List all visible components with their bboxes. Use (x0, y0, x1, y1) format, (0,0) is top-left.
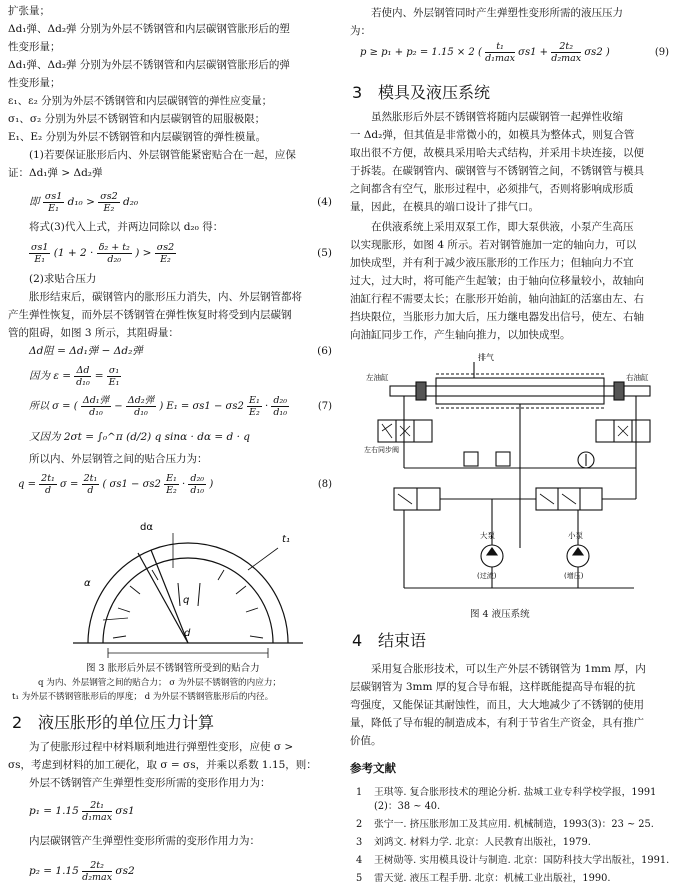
equation-number: (8) (317, 479, 332, 490)
equation-8: q = $\frac{\text{2t₁}}{d}$ σ = $\frac{\text{2t₁}}{d}$ ( σs1 − σs2 $\frac{\text{E₁}}{\text{E₂}}$ · $\frac{\text{d₂₀}}{\text{d₁₀}}$ ) (8) (8, 470, 338, 500)
figure-label: (增压) (564, 572, 584, 580)
equation-7: 所以 σ = ( $\frac{\text{Δd₁弹}}{\text{d₁₀}}$ − $\frac{\text{Δd₂弹}}{\text{d₁₀}}$ ) E₁ = σs1 − σs2 $\frac{\text{E₁}}{\text{E₂}}$ · $\frac{\text{d₂₀}}{\text{d₁₀}}$ (7) (8, 392, 338, 422)
text-line: 加快成型，并有利于减少液压胀形的工作压力；但轴向力不宜 (350, 257, 634, 269)
equation-number: (4) (317, 196, 332, 208)
section-heading-2: 2 液压胀形的单位压力计算 (12, 713, 215, 732)
text-line: 性变形量； (8, 41, 61, 53)
text-line: 扩张量； (8, 5, 50, 17)
text-line: 挡块限位，当胀形力加大后，压力继电器发出信号，使左、右轴 (350, 311, 644, 323)
reference-item: (2)：38 ~ 40. (374, 801, 441, 812)
text-line: σs，考虑到材料的加工硬化，取 σ = σs，并乘以系数 1.15，则： (8, 759, 317, 771)
reference-item: 2 张宁一. 挤压胀形加工及其应用. 机械制造，1993(3)：23 ~ 25. (356, 819, 654, 830)
text-line: 将式(3)代入上式，并两边同除以 d₂₀ 得： (29, 221, 224, 233)
reference-item: 4 王树勋等. 实用模具设计与制造. 北京：国防科技大学出版社，1991. (356, 855, 670, 866)
section-heading-4: 4 结束语 (352, 631, 427, 650)
figure-4-caption: 图 4 液压系统 (470, 609, 530, 620)
reference-item: 3 刘鸿文. 材料力学. 北京：人民教育出版社，1979. (356, 837, 591, 848)
figure-label: 右油缸 (626, 373, 649, 382)
equation-5: $\frac{\sigma s1}{\text{E₁}}$ (1 + 2 · $\frac{\text{δ₂ + t₂}}{\text{d₂₀}}$ ) > $\frac{\sigma s2}{\text{E₂}}$ (5) (8, 238, 338, 268)
text-line: 内层碳钢管产生弹塑性变形所需的变形作用力为： (29, 835, 260, 847)
reference-item: 5 雷天觉. 液压工程手册. 北京：机械工业出版社，1990. (356, 873, 611, 884)
text-line: (2)求贴合压力 (29, 273, 97, 285)
figure-3-note: t₁ 为外层不锈钢管胀形后的厚度； d 为外层不锈钢管胀形后的内径。 (12, 692, 274, 702)
equation-number: (7) (317, 401, 332, 412)
text-line: 量，因此，在模具的端口设计了排气口。 (350, 201, 539, 213)
equation-p1: p₁ = 1.15 $\frac{\text{2t₁}}{\text{d₁max}}$ σs1 (29, 799, 135, 823)
equation-number: (5) (317, 247, 332, 259)
equation-9: p ≥ p₁ + p₂ = 1.15 × 2 ( $\frac{\text{t₁}}{\text{d₁max}}$ σs1 + $\frac{\text{2t₂}}{\text{d₂max}}$ σs2 ) (9) (350, 38, 675, 68)
figure-label: α (84, 578, 91, 589)
equation-7b: 又因为 2σt = ∫₀^π (d/2) q sinα · dα = d · q (29, 431, 250, 443)
text-line: 产生弹性恢复，而外层不锈钢管在弹性恢复时将受到内层碳钢 (8, 309, 292, 321)
figure-4-hydraulic-diagram (364, 348, 664, 598)
text-line: 油缸行程不需要太长；在胀形开始前，轴向油缸的活塞由左、右 (350, 293, 644, 305)
figure-label: t₁ (282, 534, 290, 545)
text-line: 层碳钢管为 3mm 厚的复合导布辊，这样既能提高导布辊的抗 (350, 681, 636, 693)
text-line: 一 Δd₂弹，但其值是非常微小的，如模具为整体式，则复合管 (350, 129, 635, 141)
figure-label: 小泵 (568, 531, 583, 540)
text-line: 为了使胀形过程中材料顺利地进行弹塑性变形，应使 σ > (29, 741, 294, 753)
figure-label: d (184, 628, 191, 639)
text-line: 胀形结束后，碳钢管内的胀形压力消失，内、外层钢管都将 (29, 291, 302, 303)
text-line: 性变形量； (8, 77, 61, 89)
text-line: (1)若要保证胀形后内、外层钢管能紧密贴合在一起，应保 (29, 149, 296, 161)
figure-label: 左油缸 (366, 373, 389, 382)
text-line: 采用复合胀形技术，可以生产外层不锈钢管为 1mm 厚，内 (371, 663, 646, 675)
figure-label: (过流) (477, 572, 497, 580)
text-line: 以实现胀形，如图 4 所示。若对钢管施加一定的轴向力，可以 (350, 239, 637, 251)
text-line: 取出很不方便，故模具采用哈夫式结构，并采用卡块连接，以便 (350, 147, 644, 159)
text-line: 弯强度，又能保证其耐蚀性，而且，大大地减少了不锈钢的使用 (350, 699, 644, 711)
text-line: 之间都含有空气，胀形过程中，必须排气，否则将影响成形质 (350, 183, 634, 195)
figure-label: 大泵 (480, 531, 495, 540)
text-line: 过大，过大时，将可能产生起皱；由于轴向位移量较小，故轴向 (350, 275, 644, 287)
text-line: 所以内、外层钢管之间的贴合压力为： (29, 453, 208, 465)
figure-3-caption: 图 3 胀形后外层不锈钢管所受到的贴合力 (86, 663, 260, 674)
text-line: 量，降低了导布辊的制造成本，有利于节省生产资金，具有推广 (350, 717, 644, 729)
text-line: 向油缸同步工作，产生轴向推力，以加快成型。 (350, 329, 571, 341)
figure-label: dα (140, 522, 153, 533)
equation-4: 即 $\frac{\sigma s1}{\text{E₁}}$ d₁₀ > $\frac{\sigma s2}{\text{E₂}}$ d₂₀ (4) (8, 188, 338, 216)
text-line: 虽然胀形后外层不锈钢管将随内层碳钢管一起弹性收缩 (371, 111, 623, 123)
equation-6: Δd阻 = Δd₁弹 − Δd₂弹 (6) (29, 345, 332, 357)
text-line: 若使内、外层钢管同时产生弹塑性变形所需的液压压力 (371, 7, 623, 19)
figure-label: 排气 (478, 353, 494, 362)
text-line: ε₁、ε₂ 分别为外层不锈钢管和内层碳钢管的弹性应变量； (8, 95, 273, 107)
equation-number: (9) (654, 47, 669, 58)
text-line: 外层不锈钢管产生弹塑性变形所需的变形作用力为： (29, 777, 271, 789)
equation-number: (6) (317, 345, 332, 357)
text-line: Δd₁弹、Δd₂弹 分别为外层不锈钢管和内层碳钢管胀形后的弹 (8, 59, 290, 71)
text-line: Δd₁弹、Δd₂弹 分别为外层不锈钢管和内层碳钢管胀形后的塑 (8, 23, 290, 35)
text-line: σ₁、σ₂ 分别为外层不锈钢管和内层碳钢管的屈服极限； (8, 113, 266, 125)
text-line: E₁、E₂ 分别为外层不锈钢管和内层碳钢管的弹性模量。 (8, 131, 267, 143)
text-line: 价值。 (350, 735, 382, 747)
figure-3-diagram (28, 508, 328, 658)
figure-label: 左右同步阀 (364, 446, 399, 454)
section-heading-3: 3 模具及液压系统 (352, 83, 491, 102)
figure-3-note: q 为内、外层钢管之间的贴合力； σ 为外层不锈钢管的内应力； (38, 678, 282, 688)
text-line: 在供液系统上采用双泵工作，即大泵供液，小泵产生高压 (371, 221, 634, 233)
text-line: 管的阻碍，如图 3 所示，其阻碍量： (8, 327, 179, 339)
text-line: 证：Δd₁弹 > Δd₂弹 (8, 167, 103, 179)
text-line: 于拆装。在碳钢管内、碳钢管与不锈钢管之间，不锈钢管与模具 (350, 165, 644, 177)
equation-6b: 因为 ε = $\frac{\Delta d}{\text{d₁₀}}$ = $\frac{\text{σ₁}}{\text{E₁}}$ (29, 364, 120, 388)
equation-p2: p₂ = 1.15 $\frac{\text{2t₂}}{\text{d₂max}}$ σs2 (29, 859, 135, 883)
references-heading: 参考文献 (350, 761, 396, 775)
figure-label: q (183, 595, 190, 606)
reference-item: 1 王琪等. 复合胀形技术的理论分析. 盐城工业专科学校学报，1991 (356, 787, 657, 798)
text-line: 为： (350, 25, 371, 37)
